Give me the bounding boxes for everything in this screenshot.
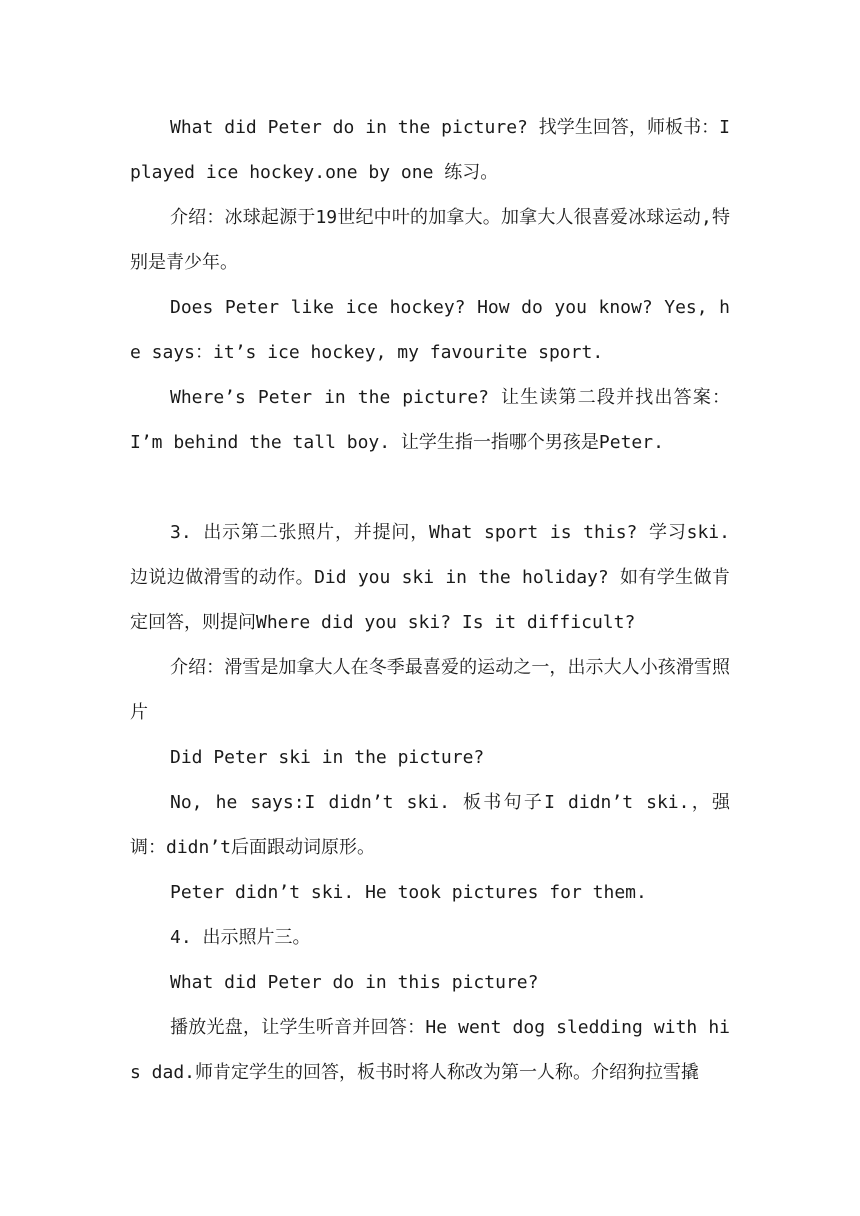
paragraph-ice-hockey-question: What did Peter do in the picture? 找学生回答，师板书：I played ice hockey.one by one 练习。 xyxy=(130,117,730,183)
paragraph-peter-took-pictures: Peter didn’t ski. He took pictures for them. xyxy=(170,882,647,903)
paragraph-step-3-ski: 3. 出示第二张照片，并提问，What sport is this? 学习ski.边说边做滑雪的动作。Did you ski in the holiday? 如有学生做肯定回答，则提问Where did you ski? Is it difficult? xyxy=(130,522,730,633)
paragraph-what-did-peter-do: What did Peter do in this picture? xyxy=(170,972,539,993)
paragraph-dog-sledding: 播放光盘，让学生听音并回答：He went dog sledding with his dad.师肯定学生的回答，板书时将人称改为第一人称。介绍狗拉雪撬 xyxy=(130,1017,730,1083)
paragraph-did-peter-ski: Did Peter ski in the picture? xyxy=(170,747,485,768)
paragraph-i-didnt-ski: No, he says:I didn’t ski. 板书句子I didn’t ski.，强调：didn’t后面跟动词原形。 xyxy=(130,792,730,858)
paragraph-step-4: 4. 出示照片三。 xyxy=(170,927,311,948)
paragraph-ski-intro: 介绍：滑雪是加拿大人在冬季最喜爱的运动之一，出示大人小孩滑雪照片 xyxy=(130,657,730,723)
paragraph-where-is-peter: Where’s Peter in the picture? 让生读第二段并找出答案：I’m behind the tall boy. 让学生指一指哪个男孩是Peter. xyxy=(130,387,730,453)
paragraph-peter-likes-hockey: Does Peter like ice hockey? How do you know? Yes, he says：it’s ice hockey, my favourite sport. xyxy=(130,297,730,363)
paragraph-ice-hockey-intro: 介绍：冰球起源于19世纪中叶的加拿大。加拿大人很喜爱冰球运动,特别是青少年。 xyxy=(130,207,730,273)
